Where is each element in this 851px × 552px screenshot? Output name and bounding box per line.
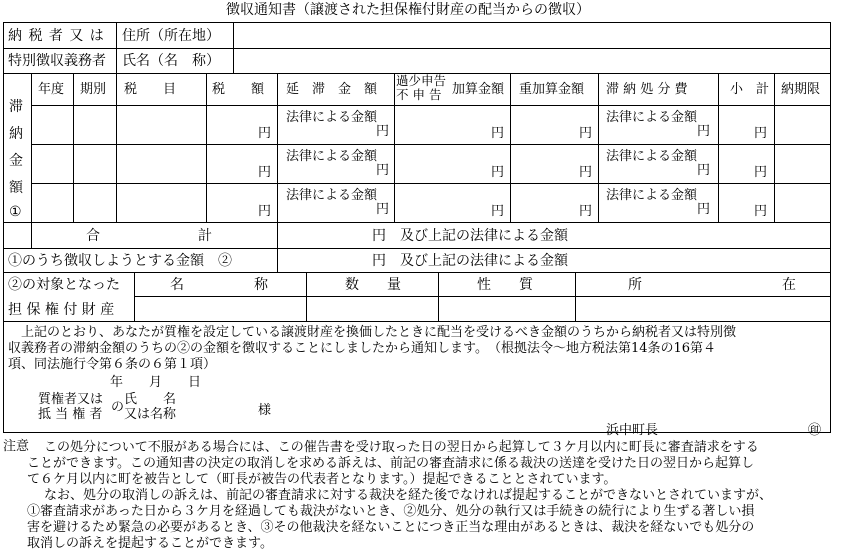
total-suffix: 円 及び上記の法律による金額	[372, 228, 568, 244]
header-deadline: 納期限	[781, 82, 821, 97]
row2-heavy-yen: 円	[579, 165, 593, 180]
name-label: 氏名（名 称）	[122, 53, 220, 69]
row3-subtotal-yen: 円	[754, 204, 768, 219]
row1-disposal-yen: 円	[697, 124, 711, 139]
taxpayer-label: 納 税 者 又 は	[8, 28, 105, 44]
side-char-5: ①	[9, 204, 22, 220]
row1-arrears-yen: 円	[376, 124, 390, 139]
date-label: 年 月 日	[110, 375, 202, 390]
note-line: ①審査請求があった日から３ケ月を経過しても裁決がないとき、②処分、処分の執行又は手続きの続行により生ずる著しい損	[27, 504, 755, 519]
note-line: この処分について不服がある場合には、この催告書を受け取った日の翌日から起算して３ケ月以内に町長に審査請求をする	[44, 440, 759, 455]
property-label: 担 保 権 付 財 産	[8, 302, 115, 318]
row1-additional-yen: 円	[491, 126, 505, 141]
row3-additional-yen: 円	[491, 204, 505, 219]
note-line: 取消しの訴えを提起することができます。	[27, 536, 273, 551]
row1-subtotal-yen: 円	[754, 126, 768, 141]
note-block-4	[27, 504, 847, 552]
header-tax-amount: 税 額	[212, 82, 265, 97]
side-char-1: 滞	[9, 99, 23, 115]
side-char-3: 金	[9, 153, 23, 169]
address-label: 住所（所在地）	[122, 28, 220, 44]
header-tax-item: 税 目	[124, 82, 177, 97]
pledgee-line1: 質権者又は	[38, 392, 104, 407]
side-char-4: 額	[9, 180, 23, 196]
notice-text	[8, 325, 828, 373]
property-col-name: 名 称	[170, 277, 268, 293]
side-char-2: 納	[9, 126, 23, 142]
note-block-1	[44, 440, 849, 456]
row3-tax-yen: 円	[258, 204, 272, 219]
header-disposal-fee: 滞 納 処 分 費	[606, 82, 688, 97]
property-target-label: ②の対象となった	[8, 277, 120, 293]
row3-disposal-yen: 円	[697, 202, 711, 217]
row3-disposal-legal: 法律による金額	[606, 188, 698, 203]
notice-line: 収義務者の滞納金額のうちの②の金額を徴収することにしましたから通知します。 （根拠法令～地方税法第14条の16第４	[8, 341, 717, 356]
row3-heavy-yen: 円	[579, 204, 593, 219]
collect-label: ①のうち徴収しようとする金額 ②	[8, 253, 232, 269]
note-line: 害を避けるため緊急の必要があるとき、③その他裁決を経ないことにつき正当な理由があるときは、裁決を経ないでも処分の	[27, 520, 755, 535]
row1-disposal-legal: 法律による金額	[606, 110, 698, 125]
notice-line: 項、同法施行令第６条の６第１項）	[8, 357, 217, 372]
notice-line: 上記のとおり、あなたが質権を設定している譲渡財産を換価したときに配当を受けるべき金額のうちから納税者又は特別徴	[8, 325, 737, 340]
note-label: 注意	[3, 439, 30, 454]
shimei-line1: 氏 名	[124, 392, 177, 407]
note-line: ことができます。この通知書の決定の取消しを求める訴えは、前記の審査請求に係る裁決の送達を受けた日の翌日から起算し	[27, 456, 754, 471]
header-additional: 加算金額	[452, 82, 505, 97]
row1-arrears-legal: 法律による金額	[286, 110, 378, 125]
header-year: 年度	[38, 82, 65, 97]
special-collector-label: 特別徴収義務者	[8, 53, 106, 69]
row2-additional-yen: 円	[491, 165, 505, 180]
row2-disposal-yen: 円	[697, 163, 711, 178]
name-field[interactable]	[234, 49, 830, 73]
shimei-line2: 又は名称	[124, 407, 177, 422]
row2-arrears-yen: 円	[376, 163, 390, 178]
header-arrears-interest: 延 滞 金 額	[286, 82, 378, 97]
header-period: 期別	[80, 82, 107, 97]
sama-label: 様	[258, 403, 272, 418]
header-under-report-top: 過少申告	[396, 73, 447, 88]
row2-arrears-legal: 法律による金額	[286, 149, 378, 164]
header-heavy-additional: 重加算金額	[519, 82, 585, 97]
row3-arrears-yen: 円	[376, 202, 390, 217]
document-title: 徴収通知書（譲渡された担保権付財産の配当からの徴収）	[226, 2, 590, 18]
row1-heavy-yen: 円	[579, 126, 593, 141]
address-field[interactable]	[234, 23, 830, 48]
row1-tax-yen: 円	[258, 126, 272, 141]
total-amount-field[interactable]	[278, 223, 370, 248]
collect-suffix: 円 及び上記の法律による金額	[372, 253, 568, 269]
note-block-2	[27, 456, 847, 488]
property-col-location: 所 在	[628, 277, 796, 293]
of-char: の	[111, 400, 125, 415]
issuer-label: 浜中町長	[606, 423, 659, 438]
note-block-3	[44, 488, 849, 504]
row3-arrears-legal: 法律による金額	[286, 188, 378, 203]
property-col-qty: 数 量	[345, 277, 401, 293]
seal-mark: ㊞	[808, 423, 822, 438]
row2-tax-yen: 円	[258, 165, 272, 180]
property-col-nature: 性 質	[477, 277, 533, 293]
note-line: て６ケ月以内に町を被告として（町長が被告の代表者となります。）提起できることとされています。	[27, 472, 617, 487]
header-under-report-bottom: 不 申 告	[396, 87, 442, 102]
note-line: なお、処分の取消しの訴えは、前記の審査請求に対する裁決を経た後でなければ提起することができないとされていますが、	[44, 488, 773, 503]
row2-disposal-legal: 法律による金額	[606, 149, 698, 164]
header-subtotal: 小 計	[730, 82, 770, 97]
collect-amount-field[interactable]	[278, 249, 370, 272]
row2-subtotal-yen: 円	[754, 165, 768, 180]
pledgee-line2: 抵 当 権 者	[38, 407, 103, 422]
total-label: 合 計	[86, 228, 212, 244]
